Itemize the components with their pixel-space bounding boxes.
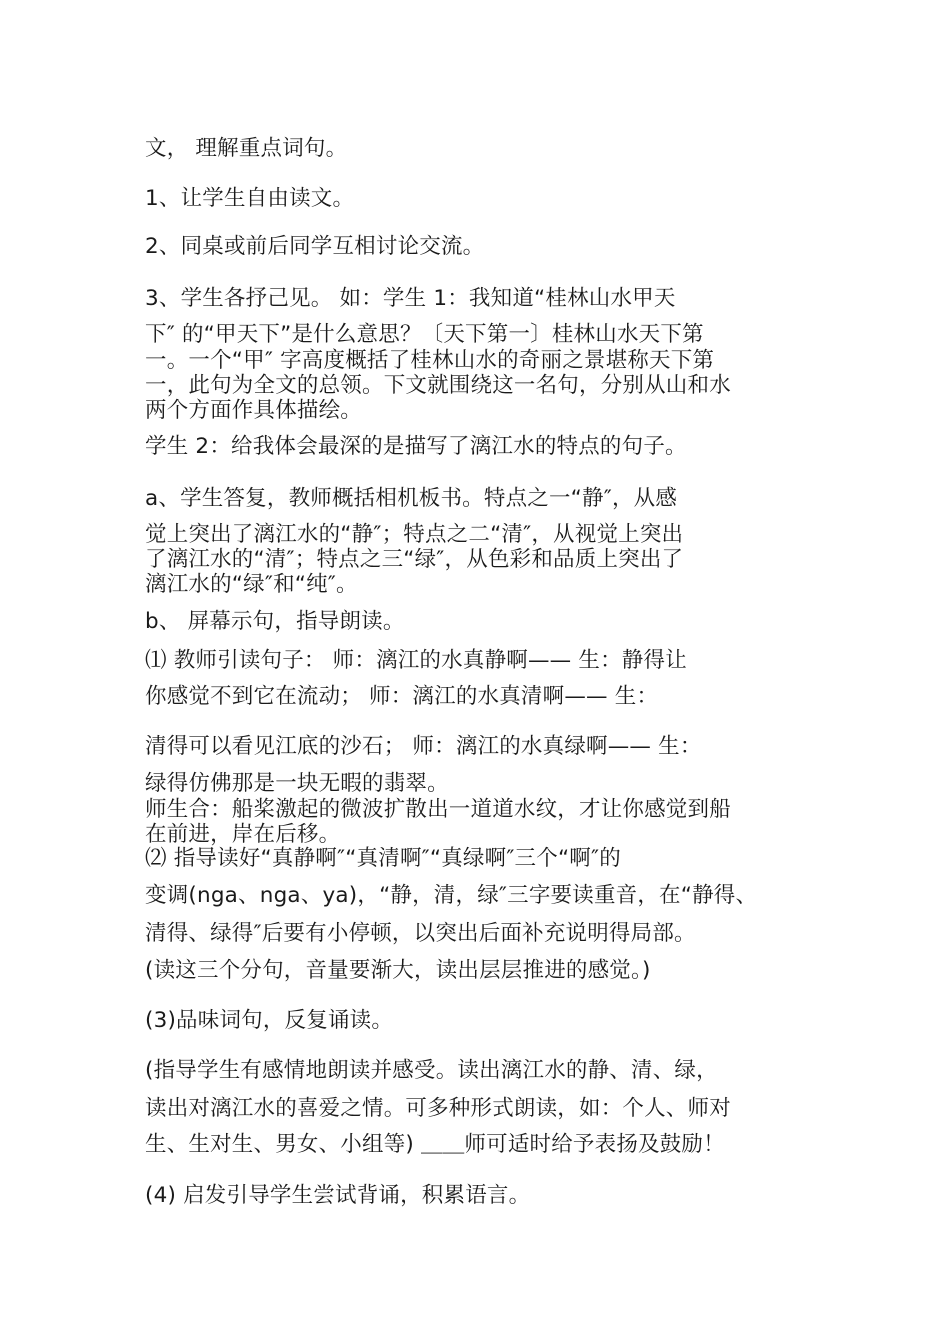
text-line: 绿得仿佛那是一块无暇的翡翠。 bbox=[145, 771, 449, 796]
text-line: ⑵ 指导读好“真静啊″“真清啊″“真绿啊″三个“啊″的 bbox=[145, 846, 621, 871]
text-line: 文， 理解重点词句。 bbox=[145, 136, 348, 161]
text-line: 两个方面作具体描绘。 bbox=[145, 398, 363, 423]
text-line: 生、生对生、男女、小组等) ＿＿师可适时给予表扬及鼓励！ bbox=[145, 1132, 725, 1157]
text-line: 觉上突出了漓江水的“静″；特点之二“清″，从视觉上突出 bbox=[145, 522, 684, 547]
text-line: (指导学生有感情地朗读并感受。读出漓江水的静、清、绿， bbox=[145, 1058, 718, 1083]
text-line: 2、同桌或前后同学互相讨论交流。 bbox=[145, 234, 485, 259]
text-line: 3、学生各抒己见。 如：学生 1：我知道“桂林山水甲天 bbox=[145, 286, 676, 311]
text-line: 变调(nga、nga、ya)，“静，清，绿″三字要读重音，在“静得、 bbox=[145, 883, 758, 908]
text-line: 师生合：船桨激起的微波扩散出一道道水纹，才让你感觉到船 bbox=[145, 797, 731, 822]
text-line: 读出对漓江水的喜爱之情。可多种形式朗读，如：个人、师对 bbox=[145, 1096, 731, 1121]
text-line: 下″ 的“甲天下”是什么意思？〔天下第一〕桂林山水天下第 bbox=[145, 322, 704, 347]
text-line: 一，此句为全文的总领。下文就围绕这一名句，分别从山和水 bbox=[145, 373, 731, 398]
text-line: 1、让学生自由读文。 bbox=[145, 186, 355, 211]
text-line: 在前进，岸在后移。 bbox=[145, 822, 341, 847]
text-line: 清得、绿得″后要有小停顿，以突出后面补充说明得局部。 bbox=[145, 921, 696, 946]
text-line: 一。一个“甲″ 字高度概括了桂林山水的奇丽之景堪称天下第 bbox=[145, 348, 715, 373]
text-line: 学生 2：给我体会最深的是描写了漓江水的特点的句子。 bbox=[145, 434, 687, 459]
text-line: 清得可以看见江底的沙石； 师：漓江的水真绿啊—— 生： bbox=[145, 734, 702, 759]
text-line: (读这三个分句，音量要渐大，读出层层推进的感觉。) bbox=[145, 958, 651, 983]
text-line: (3)品味词句，反复诵读。 bbox=[145, 1008, 394, 1033]
text-line: 你感觉不到它在流动； 师：漓江的水真清啊—— 生： bbox=[145, 684, 659, 709]
text-line: 漓江水的“绿″和“纯″。 bbox=[145, 572, 358, 597]
text-line: a、学生答复，教师概括相机板书。特点之一“静″，从感 bbox=[145, 486, 678, 511]
text-line: b、 屏幕示句，指导朗读。 bbox=[145, 609, 405, 634]
text-line: ⑴ 教师引读句子： 师：漓江的水真静啊—— 生：静得让 bbox=[145, 648, 687, 673]
text-line: (4) 启发引导学生尝试背诵，积累语言。 bbox=[145, 1183, 531, 1208]
text-line: 了漓江水的“清″；特点之三“绿″，从色彩和品质上突出了 bbox=[145, 547, 684, 572]
